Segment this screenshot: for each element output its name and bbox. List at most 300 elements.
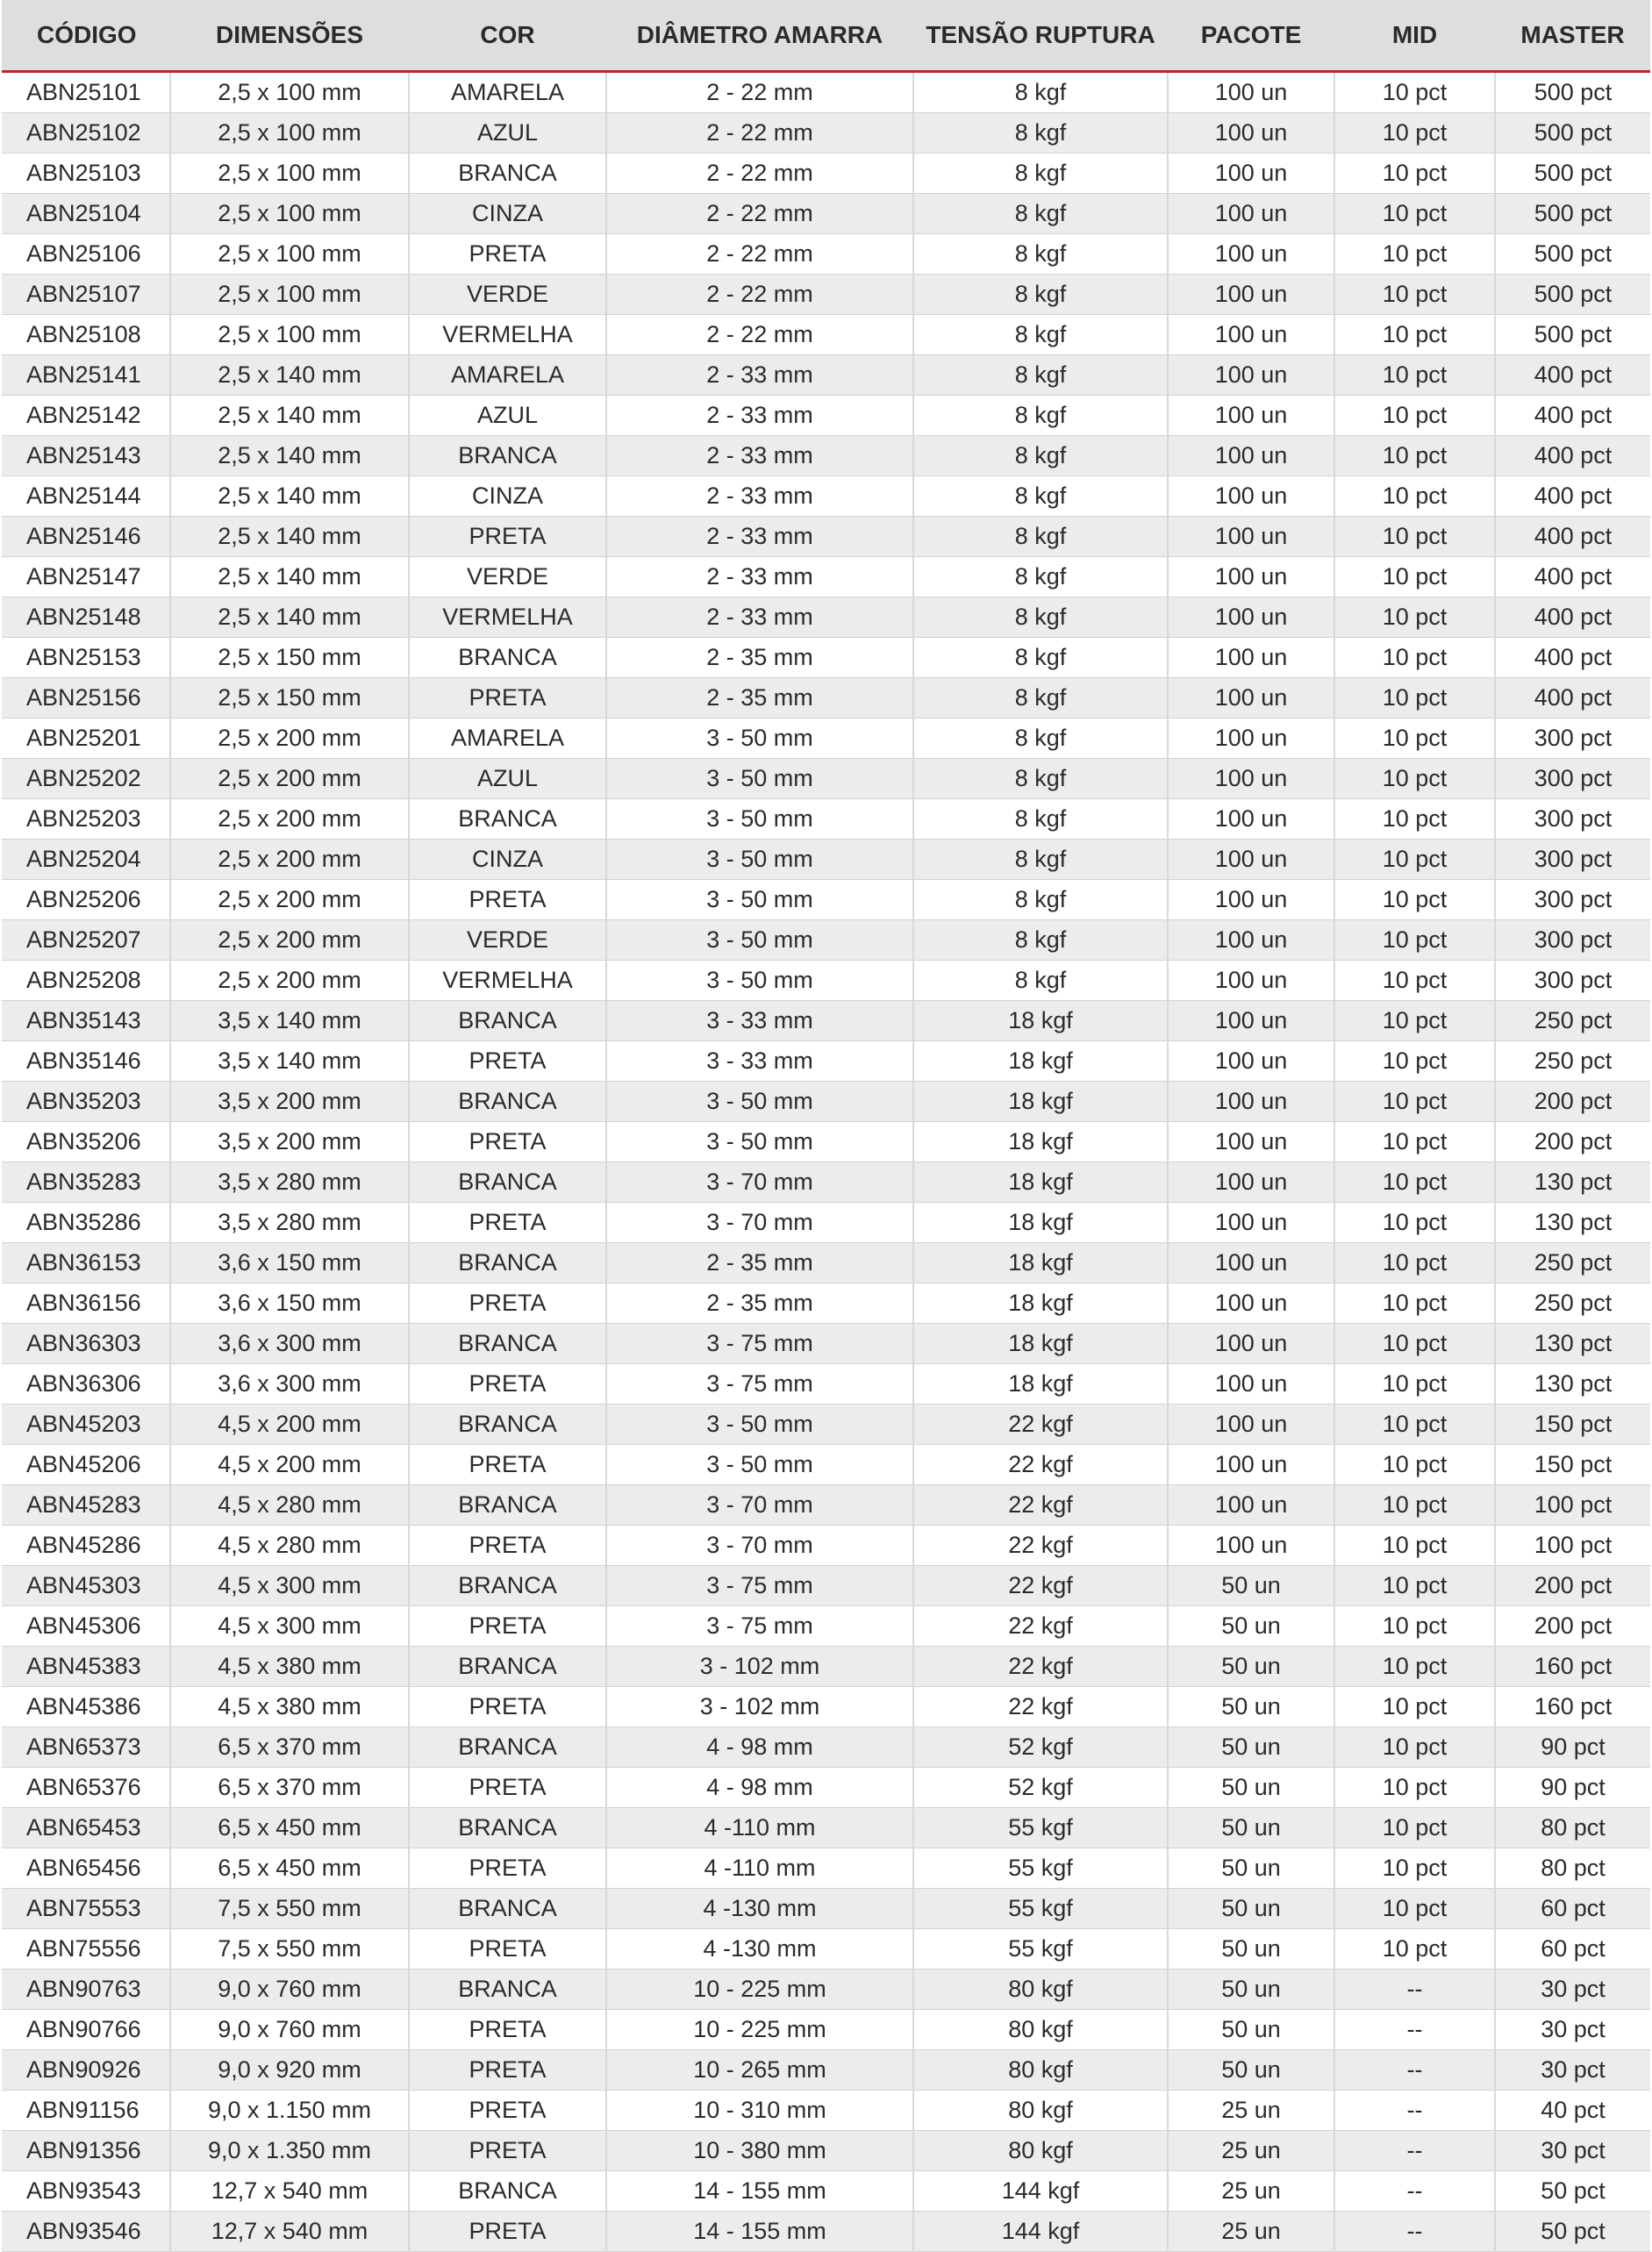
cell-pacote: 100 un [1168, 1405, 1334, 1445]
table-row [2, 2050, 1650, 2091]
cell-cor: VERMELHA [409, 961, 606, 1001]
cell-cor: BRANCA [409, 1324, 606, 1364]
cell-diametro-amarra: 14 - 155 mm [606, 2171, 913, 2212]
cell-tensao-ruptura: 8 kgf [913, 880, 1168, 920]
cell-diametro-amarra: 3 - 50 mm [606, 880, 913, 920]
cell-codigo: ABN35283 [2, 1162, 170, 1203]
cell-master: 150 pct [1495, 1445, 1650, 1485]
header-tensao-ruptura: TENSÃO RUPTURA [913, 0, 1168, 72]
cell-cor: BRANCA [409, 1647, 606, 1687]
cell-mid: 10 pct [1334, 315, 1495, 355]
cell-tensao-ruptura: 22 kgf [913, 1687, 1168, 1727]
cell-master: 130 pct [1495, 1364, 1650, 1405]
cell-cor: PRETA [409, 1122, 606, 1162]
cell-tensao-ruptura: 8 kgf [913, 678, 1168, 718]
cell-mid: 10 pct [1334, 1485, 1495, 1526]
cell-pacote: 100 un [1168, 1001, 1334, 1041]
cell-codigo: ABN25204 [2, 840, 170, 880]
table-row [2, 1082, 1650, 1122]
cell-codigo: ABN35206 [2, 1122, 170, 1162]
cell-pacote: 50 un [1168, 1727, 1334, 1768]
cell-cor: VERMELHA [409, 315, 606, 355]
cell-tensao-ruptura: 80 kgf [913, 1970, 1168, 2010]
cell-pacote: 100 un [1168, 1162, 1334, 1203]
cell-dimensoes: 6,5 x 450 mm [170, 1808, 409, 1848]
table-row [2, 1485, 1650, 1526]
cell-pacote: 100 un [1168, 234, 1334, 275]
header-pacote: PACOTE [1168, 0, 1334, 72]
cell-codigo: ABN25104 [2, 194, 170, 234]
cell-tensao-ruptura: 55 kgf [913, 1889, 1168, 1929]
cell-cor: BRANCA [409, 1162, 606, 1203]
cell-tensao-ruptura: 22 kgf [913, 1566, 1168, 1606]
cell-pacote: 100 un [1168, 1445, 1334, 1485]
cell-dimensoes: 4,5 x 380 mm [170, 1687, 409, 1727]
cell-diametro-amarra: 4 - 98 mm [606, 1768, 913, 1808]
table-row [2, 113, 1650, 154]
cell-dimensoes: 4,5 x 200 mm [170, 1445, 409, 1485]
cell-cor: VERDE [409, 557, 606, 597]
cell-cor: PRETA [409, 1203, 606, 1243]
cell-cor: BRANCA [409, 1566, 606, 1606]
cell-codigo: ABN93546 [2, 2212, 170, 2252]
cell-mid: 10 pct [1334, 1768, 1495, 1808]
cell-diametro-amarra: 3 - 50 mm [606, 840, 913, 880]
cell-dimensoes: 2,5 x 200 mm [170, 799, 409, 840]
cell-pacote: 100 un [1168, 154, 1334, 194]
cell-tensao-ruptura: 8 kgf [913, 355, 1168, 396]
cell-master: 30 pct [1495, 2131, 1650, 2171]
cell-tensao-ruptura: 8 kgf [913, 113, 1168, 154]
cell-codigo: ABN65376 [2, 1768, 170, 1808]
cell-mid: 10 pct [1334, 72, 1495, 113]
cell-codigo: ABN45306 [2, 1606, 170, 1647]
cell-dimensoes: 4,5 x 380 mm [170, 1647, 409, 1687]
cell-pacote: 25 un [1168, 2131, 1334, 2171]
cell-diametro-amarra: 2 - 22 mm [606, 315, 913, 355]
cell-master: 300 pct [1495, 920, 1650, 961]
cell-dimensoes: 2,5 x 200 mm [170, 920, 409, 961]
cell-master: 50 pct [1495, 2171, 1650, 2212]
cell-dimensoes: 2,5 x 200 mm [170, 840, 409, 880]
cell-master: 160 pct [1495, 1647, 1650, 1687]
cell-pacote: 100 un [1168, 920, 1334, 961]
header-codigo: CÓDIGO [2, 0, 170, 72]
table-row [2, 1324, 1650, 1364]
cell-pacote: 100 un [1168, 436, 1334, 476]
cell-codigo: ABN45303 [2, 1566, 170, 1606]
cell-tensao-ruptura: 80 kgf [913, 2050, 1168, 2091]
cell-master: 300 pct [1495, 880, 1650, 920]
cell-codigo: ABN75556 [2, 1929, 170, 1970]
table-row [2, 234, 1650, 275]
cell-master: 250 pct [1495, 1001, 1650, 1041]
cell-tensao-ruptura: 8 kgf [913, 72, 1168, 113]
cell-tensao-ruptura: 18 kgf [913, 1001, 1168, 1041]
cell-pacote: 25 un [1168, 2212, 1334, 2252]
table-row [2, 840, 1650, 880]
cell-dimensoes: 3,5 x 280 mm [170, 1203, 409, 1243]
product-table-container [2, 0, 1650, 2252]
cell-tensao-ruptura: 18 kgf [913, 1203, 1168, 1243]
cell-codigo: ABN25146 [2, 517, 170, 557]
cell-diametro-amarra: 10 - 225 mm [606, 1970, 913, 2010]
cell-pacote: 25 un [1168, 2091, 1334, 2131]
cell-pacote: 100 un [1168, 1041, 1334, 1082]
cell-dimensoes: 9,0 x 760 mm [170, 2010, 409, 2050]
cell-master: 250 pct [1495, 1283, 1650, 1324]
cell-diametro-amarra: 10 - 310 mm [606, 2091, 913, 2131]
cell-diametro-amarra: 2 - 22 mm [606, 234, 913, 275]
cell-mid: -- [1334, 2010, 1495, 2050]
cell-dimensoes: 9,0 x 920 mm [170, 2050, 409, 2091]
cell-master: 30 pct [1495, 2050, 1650, 2091]
cell-diametro-amarra: 3 - 50 mm [606, 961, 913, 1001]
cell-codigo: ABN35203 [2, 1082, 170, 1122]
cell-pacote: 100 un [1168, 597, 1334, 638]
cell-mid: 10 pct [1334, 1324, 1495, 1364]
cell-tensao-ruptura: 8 kgf [913, 476, 1168, 517]
table-row [2, 2171, 1650, 2212]
cell-codigo: ABN45286 [2, 1526, 170, 1566]
cell-tensao-ruptura: 55 kgf [913, 1848, 1168, 1889]
cell-master: 300 pct [1495, 799, 1650, 840]
cell-mid: 10 pct [1334, 1001, 1495, 1041]
cell-pacote: 50 un [1168, 1566, 1334, 1606]
cell-master: 400 pct [1495, 517, 1650, 557]
cell-cor: PRETA [409, 1283, 606, 1324]
cell-tensao-ruptura: 55 kgf [913, 1808, 1168, 1848]
cell-master: 400 pct [1495, 638, 1650, 678]
cell-tensao-ruptura: 8 kgf [913, 840, 1168, 880]
cell-mid: 10 pct [1334, 1889, 1495, 1929]
table-row [2, 1808, 1650, 1848]
cell-cor: BRANCA [409, 1808, 606, 1848]
cell-pacote: 100 un [1168, 557, 1334, 597]
cell-dimensoes: 3,5 x 140 mm [170, 1041, 409, 1082]
cell-diametro-amarra: 4 -130 mm [606, 1889, 913, 1929]
table-header [2, 0, 1650, 72]
cell-cor: BRANCA [409, 154, 606, 194]
cell-diametro-amarra: 2 - 35 mm [606, 1243, 913, 1283]
product-spec-table [2, 0, 1650, 2252]
table-row [2, 1283, 1650, 1324]
cell-pacote: 100 un [1168, 72, 1334, 113]
cell-codigo: ABN25141 [2, 355, 170, 396]
cell-pacote: 100 un [1168, 759, 1334, 799]
cell-master: 400 pct [1495, 436, 1650, 476]
table-row [2, 759, 1650, 799]
cell-dimensoes: 2,5 x 140 mm [170, 517, 409, 557]
cell-mid: 10 pct [1334, 1526, 1495, 1566]
cell-mid: 10 pct [1334, 920, 1495, 961]
cell-master: 40 pct [1495, 2091, 1650, 2131]
table-row [2, 1364, 1650, 1405]
cell-codigo: ABN25148 [2, 597, 170, 638]
cell-pacote: 100 un [1168, 1485, 1334, 1526]
table-row [2, 1647, 1650, 1687]
cell-dimensoes: 7,5 x 550 mm [170, 1929, 409, 1970]
table-row [2, 718, 1650, 759]
cell-pacote: 100 un [1168, 1122, 1334, 1162]
cell-tensao-ruptura: 18 kgf [913, 1122, 1168, 1162]
cell-tensao-ruptura: 8 kgf [913, 961, 1168, 1001]
cell-master: 150 pct [1495, 1405, 1650, 1445]
cell-pacote: 100 un [1168, 1203, 1334, 1243]
cell-dimensoes: 6,5 x 370 mm [170, 1768, 409, 1808]
cell-mid: 10 pct [1334, 961, 1495, 1001]
table-row [2, 1768, 1650, 1808]
cell-diametro-amarra: 3 - 50 mm [606, 759, 913, 799]
cell-pacote: 100 un [1168, 638, 1334, 678]
cell-mid: 10 pct [1334, 1687, 1495, 1727]
cell-diametro-amarra: 4 -110 mm [606, 1808, 913, 1848]
cell-master: 400 pct [1495, 476, 1650, 517]
table-row [2, 597, 1650, 638]
cell-pacote: 25 un [1168, 2171, 1334, 2212]
cell-cor: VERDE [409, 275, 606, 315]
cell-pacote: 100 un [1168, 113, 1334, 154]
cell-dimensoes: 2,5 x 150 mm [170, 678, 409, 718]
cell-dimensoes: 2,5 x 100 mm [170, 234, 409, 275]
cell-diametro-amarra: 14 - 155 mm [606, 2212, 913, 2252]
cell-diametro-amarra: 4 -130 mm [606, 1929, 913, 1970]
cell-mid: 10 pct [1334, 1405, 1495, 1445]
cell-mid: 10 pct [1334, 1082, 1495, 1122]
cell-diametro-amarra: 3 - 75 mm [606, 1364, 913, 1405]
cell-mid: 10 pct [1334, 1041, 1495, 1082]
cell-cor: PRETA [409, 880, 606, 920]
cell-codigo: ABN25108 [2, 315, 170, 355]
cell-tensao-ruptura: 55 kgf [913, 1929, 1168, 1970]
table-row [2, 396, 1650, 436]
cell-cor: BRANCA [409, 1485, 606, 1526]
cell-master: 400 pct [1495, 678, 1650, 718]
cell-diametro-amarra: 10 - 265 mm [606, 2050, 913, 2091]
cell-mid: 10 pct [1334, 1566, 1495, 1606]
cell-dimensoes: 9,0 x 760 mm [170, 1970, 409, 2010]
cell-dimensoes: 3,5 x 140 mm [170, 1001, 409, 1041]
cell-mid: 10 pct [1334, 1122, 1495, 1162]
cell-pacote: 50 un [1168, 1768, 1334, 1808]
table-row [2, 154, 1650, 194]
cell-dimensoes: 7,5 x 550 mm [170, 1889, 409, 1929]
cell-diametro-amarra: 2 - 35 mm [606, 638, 913, 678]
cell-mid: 10 pct [1334, 113, 1495, 154]
header-row [2, 0, 1650, 72]
table-row [2, 315, 1650, 355]
cell-cor: CINZA [409, 194, 606, 234]
header-cor: COR [409, 0, 606, 72]
cell-dimensoes: 2,5 x 100 mm [170, 72, 409, 113]
cell-diametro-amarra: 3 - 33 mm [606, 1001, 913, 1041]
cell-codigo: ABN35143 [2, 1001, 170, 1041]
cell-cor: PRETA [409, 517, 606, 557]
cell-tensao-ruptura: 22 kgf [913, 1405, 1168, 1445]
cell-cor: AZUL [409, 396, 606, 436]
cell-codigo: ABN45203 [2, 1405, 170, 1445]
cell-cor: PRETA [409, 234, 606, 275]
cell-codigo: ABN25202 [2, 759, 170, 799]
cell-codigo: ABN35146 [2, 1041, 170, 1082]
cell-codigo: ABN45206 [2, 1445, 170, 1485]
table-row [2, 476, 1650, 517]
table-row [2, 961, 1650, 1001]
cell-pacote: 100 un [1168, 799, 1334, 840]
cell-pacote: 100 un [1168, 275, 1334, 315]
cell-tensao-ruptura: 144 kgf [913, 2171, 1168, 2212]
cell-codigo: ABN25203 [2, 799, 170, 840]
cell-cor: PRETA [409, 2050, 606, 2091]
cell-cor: BRANCA [409, 638, 606, 678]
cell-diametro-amarra: 2 - 35 mm [606, 678, 913, 718]
cell-pacote: 50 un [1168, 1606, 1334, 1647]
cell-diametro-amarra: 2 - 33 mm [606, 355, 913, 396]
cell-master: 500 pct [1495, 72, 1650, 113]
cell-codigo: ABN25144 [2, 476, 170, 517]
cell-pacote: 100 un [1168, 678, 1334, 718]
cell-tensao-ruptura: 18 kgf [913, 1283, 1168, 1324]
cell-dimensoes: 3,6 x 300 mm [170, 1364, 409, 1405]
cell-diametro-amarra: 3 - 70 mm [606, 1162, 913, 1203]
cell-pacote: 100 un [1168, 880, 1334, 920]
table-row [2, 1001, 1650, 1041]
cell-diametro-amarra: 3 - 75 mm [606, 1324, 913, 1364]
cell-dimensoes: 3,5 x 200 mm [170, 1082, 409, 1122]
table-row [2, 799, 1650, 840]
cell-dimensoes: 2,5 x 140 mm [170, 396, 409, 436]
table-row [2, 1889, 1650, 1929]
table-row [2, 678, 1650, 718]
cell-master: 60 pct [1495, 1929, 1650, 1970]
cell-tensao-ruptura: 18 kgf [913, 1324, 1168, 1364]
cell-cor: PRETA [409, 1041, 606, 1082]
cell-tensao-ruptura: 8 kgf [913, 759, 1168, 799]
cell-master: 500 pct [1495, 194, 1650, 234]
cell-pacote: 100 un [1168, 1324, 1334, 1364]
table-row [2, 1848, 1650, 1889]
cell-mid: -- [1334, 1970, 1495, 2010]
cell-mid: 10 pct [1334, 759, 1495, 799]
cell-tensao-ruptura: 8 kgf [913, 234, 1168, 275]
table-row [2, 194, 1650, 234]
cell-mid: 10 pct [1334, 799, 1495, 840]
cell-codigo: ABN25101 [2, 72, 170, 113]
cell-tensao-ruptura: 8 kgf [913, 194, 1168, 234]
cell-dimensoes: 3,6 x 150 mm [170, 1283, 409, 1324]
header-mid: MID [1334, 0, 1495, 72]
cell-pacote: 100 un [1168, 840, 1334, 880]
cell-mid: 10 pct [1334, 597, 1495, 638]
cell-mid: -- [1334, 2212, 1495, 2252]
cell-dimensoes: 2,5 x 100 mm [170, 315, 409, 355]
cell-codigo: ABN36306 [2, 1364, 170, 1405]
table-row [2, 1970, 1650, 2010]
table-row [2, 1727, 1650, 1768]
cell-dimensoes: 2,5 x 150 mm [170, 638, 409, 678]
cell-master: 300 pct [1495, 840, 1650, 880]
cell-cor: PRETA [409, 1929, 606, 1970]
cell-tensao-ruptura: 18 kgf [913, 1162, 1168, 1203]
cell-cor: PRETA [409, 2212, 606, 2252]
cell-codigo: ABN45383 [2, 1647, 170, 1687]
cell-diametro-amarra: 10 - 380 mm [606, 2131, 913, 2171]
cell-mid: 10 pct [1334, 154, 1495, 194]
cell-dimensoes: 12,7 x 540 mm [170, 2171, 409, 2212]
cell-codigo: ABN90763 [2, 1970, 170, 2010]
cell-dimensoes: 2,5 x 200 mm [170, 880, 409, 920]
cell-dimensoes: 2,5 x 200 mm [170, 759, 409, 799]
table-row [2, 1445, 1650, 1485]
cell-codigo: ABN91356 [2, 2131, 170, 2171]
cell-diametro-amarra: 2 - 33 mm [606, 396, 913, 436]
cell-master: 300 pct [1495, 961, 1650, 1001]
cell-pacote: 100 un [1168, 355, 1334, 396]
cell-tensao-ruptura: 8 kgf [913, 517, 1168, 557]
cell-tensao-ruptura: 8 kgf [913, 920, 1168, 961]
cell-diametro-amarra: 3 - 75 mm [606, 1606, 913, 1647]
cell-dimensoes: 2,5 x 200 mm [170, 961, 409, 1001]
cell-diametro-amarra: 2 - 22 mm [606, 194, 913, 234]
cell-master: 400 pct [1495, 355, 1650, 396]
cell-dimensoes: 9,0 x 1.350 mm [170, 2131, 409, 2171]
cell-codigo: ABN75553 [2, 1889, 170, 1929]
cell-master: 80 pct [1495, 1808, 1650, 1848]
cell-dimensoes: 3,5 x 200 mm [170, 1122, 409, 1162]
cell-master: 130 pct [1495, 1162, 1650, 1203]
cell-master: 500 pct [1495, 275, 1650, 315]
cell-tensao-ruptura: 18 kgf [913, 1041, 1168, 1082]
cell-diametro-amarra: 3 - 50 mm [606, 1405, 913, 1445]
cell-dimensoes: 2,5 x 140 mm [170, 557, 409, 597]
table-row [2, 517, 1650, 557]
table-row [2, 2131, 1650, 2171]
cell-diametro-amarra: 3 - 102 mm [606, 1687, 913, 1727]
cell-mid: -- [1334, 2050, 1495, 2091]
cell-cor: PRETA [409, 1364, 606, 1405]
cell-tensao-ruptura: 144 kgf [913, 2212, 1168, 2252]
cell-diametro-amarra: 3 - 75 mm [606, 1566, 913, 1606]
cell-cor: BRANCA [409, 1405, 606, 1445]
table-row [2, 880, 1650, 920]
cell-diametro-amarra: 3 - 70 mm [606, 1526, 913, 1566]
cell-tensao-ruptura: 80 kgf [913, 2010, 1168, 2050]
cell-cor: PRETA [409, 2131, 606, 2171]
cell-codigo: ABN25208 [2, 961, 170, 1001]
cell-dimensoes: 2,5 x 200 mm [170, 718, 409, 759]
cell-master: 80 pct [1495, 1848, 1650, 1889]
cell-mid: 10 pct [1334, 1727, 1495, 1768]
cell-pacote: 100 un [1168, 1283, 1334, 1324]
cell-diametro-amarra: 3 - 102 mm [606, 1647, 913, 1687]
cell-tensao-ruptura: 8 kgf [913, 396, 1168, 436]
cell-tensao-ruptura: 8 kgf [913, 799, 1168, 840]
cell-dimensoes: 2,5 x 100 mm [170, 154, 409, 194]
cell-cor: AZUL [409, 113, 606, 154]
cell-master: 500 pct [1495, 234, 1650, 275]
cell-pacote: 100 un [1168, 1364, 1334, 1405]
cell-pacote: 50 un [1168, 1647, 1334, 1687]
cell-diametro-amarra: 3 - 50 mm [606, 1445, 913, 1485]
table-row [2, 436, 1650, 476]
cell-mid: 10 pct [1334, 194, 1495, 234]
cell-cor: PRETA [409, 1687, 606, 1727]
cell-diametro-amarra: 3 - 70 mm [606, 1203, 913, 1243]
cell-pacote: 100 un [1168, 1082, 1334, 1122]
cell-codigo: ABN35286 [2, 1203, 170, 1243]
cell-mid: -- [1334, 2091, 1495, 2131]
cell-tensao-ruptura: 8 kgf [913, 275, 1168, 315]
